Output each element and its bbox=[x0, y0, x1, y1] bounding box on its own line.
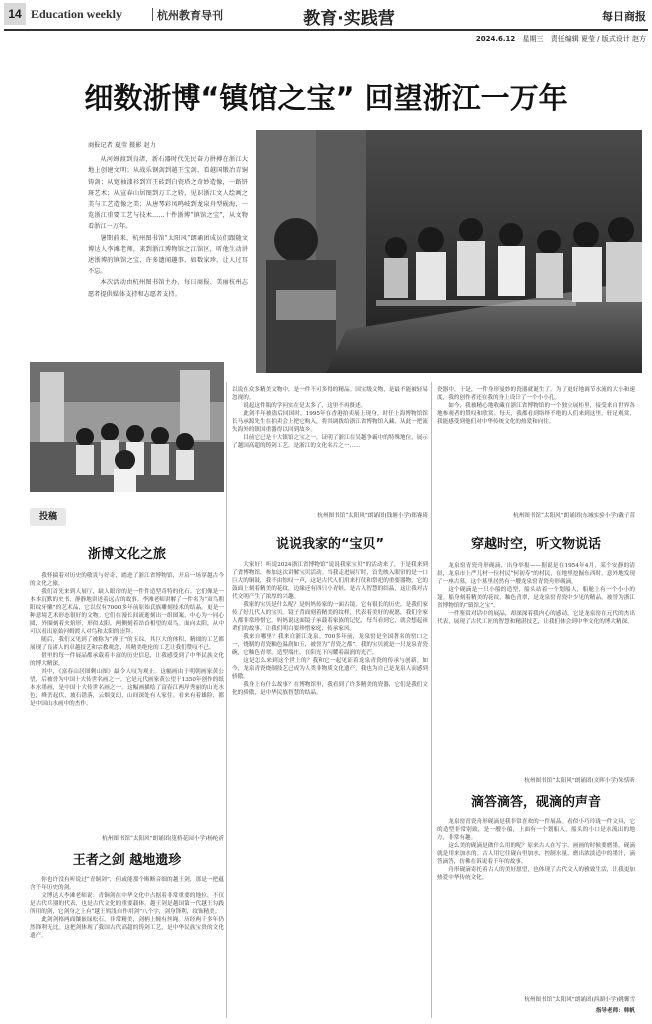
header-rule bbox=[4, 29, 648, 31]
author-signature: 杭州图书馆“太阳风”朗诵团(文晖小学)朱恬昕 bbox=[524, 778, 635, 784]
paragraph: 龙泉窑青瓷舟形砚滴是我非常喜欢的一件展品。看似小巧玲珑一件文具，它的造型非常别致，是一艘小船，上面有一个划船人，船头的小口是水流出的地方，非常有趣。 bbox=[437, 819, 635, 841]
article-title: 滴答滴答，砚滴的声音 bbox=[470, 795, 601, 810]
brand-name: Education weekly bbox=[31, 7, 123, 21]
article-body bbox=[437, 818, 635, 994]
article-title: 穿越时空，听文物说话 bbox=[470, 537, 601, 552]
masthead bbox=[4, 3, 648, 29]
article-body bbox=[232, 386, 428, 508]
paragraph: 你也许没有听说过“青铜剑”，但或能那个断断音细的越王剑，那是一把蕴含千年历史的剑。 bbox=[30, 877, 224, 891]
issue-weekday: 星期三 bbox=[522, 35, 544, 43]
paragraph: 以说在众多精美文物中，是一件不可多得的精品。国宝级文物，是最不能被轻易忽视的。 bbox=[232, 387, 428, 401]
section-title: 教育·实践营 bbox=[303, 9, 395, 29]
paragraph: 一件鉴赏对话中的展品，却深深着我内心的感动，它是龙泉窑在元代的杰出代表，展现了古代工匠的智慧和精湛技艺，让我们体会到中华文化的博大精深。 bbox=[437, 611, 635, 625]
intro-article bbox=[88, 140, 248, 345]
paragraph: 我家的宝贝是什么呢？是妈妈传家的一面古镜，它有很长的历史，是我们家传了好几代人的宝贝。镜子背面刻着精美的纹样，代表着美好的祝愿，我们全家人都非常珍惜它。妈妈说这面镜子承载着家族的记忆，每当看到它，就会想起祖辈们的故事，让我们明白要珍惜家庭、传承家风。 bbox=[232, 602, 428, 632]
paragraph: 这是怎么来到这个世上的？我和它一起见证着龙泉青瓷的传承与创新。如今，龙泉青瓷烧制技艺已成为人类非物质文化遗产，我也为自己是龙泉人而感到骄傲。 bbox=[232, 658, 428, 680]
article-title: 王者之剑 越地遗珍 bbox=[72, 853, 182, 868]
paragraph: 我身上有什么故事？在博物馆里，我看到了许多精美的瓷器，它们是我们文化的骄傲，是中华民族智慧的结晶。 bbox=[232, 682, 428, 696]
article-body bbox=[30, 876, 224, 1018]
paragraph: 借里的每一件展品都承载着丰富的历史信息，让我感受到了中华民族文化的博大精深。 bbox=[30, 653, 224, 667]
advisor-credit: 指导老师：韩帆 bbox=[595, 1008, 635, 1014]
brand-separator bbox=[152, 8, 153, 21]
author-signature: 杭州图书馆“太阳风”朗诵团(钱塘小学)郑睿琦 bbox=[317, 513, 428, 519]
submit-badge bbox=[30, 508, 66, 526]
issue-editor: 责任编辑 夏莹 / 版式设计 赵方 bbox=[550, 35, 646, 43]
paragraph: 其中，《富春山居图剩山图》最令人叹为观止。这幅画由于明朝画家黄公望，后被誉为中国十大传世名画之一。它是元代画家黄公望于1350年创作的纸本水墨画，是中国十大传世名画之一。这幅画描绘了富春江两岸秀丽的山光水色，峰峦起伏，坡石错落，云烟变幻，山间深处有人家住。看来有着雄险，都是中国山水画中的杰作。 bbox=[30, 669, 224, 707]
paragraph: 龙泉窑青瓷舟形砚滴，出身举报——据说是在1954年4月，某个安静的清晨，龙泉市上严儿村一位村民“何初寿”的村民，在地里挖掘东西时，意外地发现了一座古墓，这个墓里居然有一艘龙泉窑青瓷舟形砚滴。 bbox=[437, 563, 635, 585]
paragraph: 此剑剑格两面镶嵌绿松石，非常精美，剑柄上缠有丝绳。历经两千多年仍然锋利无比。这把剑体现了我国古代高超的铸剑工艺，是中华民族宝贵的文化遗产。 bbox=[30, 917, 224, 939]
paragraph: 此剑半年被盗后回国时，1995年在香港拍卖展上现身。时任上海博物馆馆长马承源先生在拍卖会上把它购入，将其调拨给浙江省博物馆入藏，从此一把流失海外的镇国重器得以回到故乡。 bbox=[232, 411, 428, 433]
main-headline: 细数浙博“镇馆之宝” 回望浙江一万年 bbox=[84, 81, 568, 115]
issue-line bbox=[476, 34, 646, 44]
paragraph: 目前它已是十大镇馆之宝之一，证明了浙江在吴越争霸中的特殊地位，展示了越国高超的铸剑工艺，是浙江的文化名片之一…… bbox=[232, 435, 428, 449]
column-divider bbox=[431, 382, 432, 1018]
author-signature: 杭州图书馆“太阳风”朗诵团(笕桥花园小学)杨纶祈 bbox=[102, 836, 224, 842]
paragraph: 大家好！听说2024浙江省博物馆“说说我家宝贝”的活动来了，于是我来到了省博物馆，参加这次讲解宝贝活动。当我走进展厅时，首先映入眼帘的是一口巨大的铜鼓，我不由惊叹一声，这是古代人们用来打仗和祭祀的重要器物，它的鼓面上刻着精美的花纹，边缘还有四只小青蛙，是古人智慧的结晶，这让我对古代文明产生了浓厚的兴趣。 bbox=[232, 562, 428, 600]
paper-name: 每日商报 bbox=[602, 10, 646, 23]
submit-badge-label: 投稿 bbox=[38, 512, 57, 522]
brand-cn: 杭州教育导刊 bbox=[157, 9, 223, 22]
page-number: 14 bbox=[4, 3, 26, 25]
paragraph: 随后，我们又见到了被称为“禅王”的玉琮，其巨大的体积、精细的工艺都展现了良渚人的卓越技艺和宗教观念，其精美绝伦的工艺让我们赞叹不已。 bbox=[30, 637, 224, 651]
intro-paragraph: 暑期前来，杭州图书馆“太阳风”朗诵团成员们跟随文博达人李滩老师，来到浙江博物馆之江馆区，听他生动讲述浙博的镇馆之宝，许多遗闻趣事，如数家珍，让人过耳不忘。 bbox=[88, 234, 248, 276]
article-title: 浙博文化之旅 bbox=[87, 547, 166, 562]
column-divider bbox=[226, 382, 227, 1018]
paragraph: 这个砚滴是一只小船的造型，船头站着一个划船人，船舱上有一个小小的篷。船身刻着精美的花纹，釉色青翠，是龙泉窑青瓷中少见的精品，被誉为浙江省博物馆的“镇馆之宝”。 bbox=[437, 587, 635, 609]
author-signature: 杭州图书馆“太阳风”朗诵团(东城实验小学)戴子萱 bbox=[513, 513, 635, 519]
byline: 商报记者 夏莹 摄影 赵力 bbox=[88, 142, 156, 149]
paragraph: 瓷器中，于是，一件身形曼妙的瓷器就诞生了。为了更好地调节水流的大小和速度，我的创作者还在我的身上设计了一个小小孔。 bbox=[437, 387, 635, 401]
paragraph: 我怀揣着对历史的敬畏与好奇，踏进了浙江省博物馆，开启一场穿越古今的文化之旅。 bbox=[30, 573, 224, 587]
paragraph: 舟形砚滴寄托着古人的美好愿望，也体现了古代文人的雅致生活，让我更加热爱中华传统文化。 bbox=[437, 867, 635, 881]
paragraph: 文博达人李滩老师说：青铜剑在中华文化中占据着非常重要的地位，不仅是古代兵器的代表，也是古代文化的重要载体。越王剑是越国第一代越王勾践所用的剑，它剑身之上有“越王鸠浅自作用剑”八个字，剑身锋利，纹饰精美。 bbox=[30, 893, 224, 915]
paragraph: 这么美的砚滴是做什么用的呢？原来古人在写字、画画的时候要磨墨，砚滴就是用来加水的。古人用它往砚台里加水，控制水量，磨出浓淡适中的墨汁，滴答滴答，仿佛在诉说着千年的故事。 bbox=[437, 843, 635, 865]
issue-date: 2024.6.12 bbox=[475, 35, 516, 43]
article-title: 说说我家的“宝贝” bbox=[275, 537, 385, 552]
lecture-photo bbox=[30, 362, 224, 492]
intro-paragraph: 本次活动由杭州图书馆主办，每日商报、美丽杭州志愿者提供媒体支持和志愿者支持。 bbox=[88, 279, 248, 298]
intro-paragraph: 从河姆渡到良渚，新石器时代先民奋力拼搏在浙江大地上创建文明；从战乐钢剑到越王宝剑，看越国锻冶青铜铸剑；从宽袖漆衫到宫王砖到白瓷塔之奇妙造像，一路饼斑艺术；从宣春山居图到万工之轿，见识浙江文人绘画之美与工艺造像之美；从唐琴彩凤鸣岐到龙泉舟型砚海，一览浙江重要工艺与技术……十件浙博“镇馆之宝”，从文物看浙江一万年。 bbox=[88, 156, 248, 231]
museum-visit-photo bbox=[256, 130, 642, 373]
article-body bbox=[437, 386, 635, 508]
paragraph: 说起这件瓶的学问实在是太多了，这里不再赘述。 bbox=[243, 403, 367, 409]
article-body bbox=[437, 562, 635, 776]
author-signature: 杭州图书馆“太阳风”朗诵团(西湖小学)姚馨雪 bbox=[524, 997, 635, 1003]
article-body bbox=[30, 572, 224, 834]
paragraph: 我们首先来到人展厅，缺人眼帘的是一件件造型奇特的化石。它们像是一本本沉默的史书，静静地讲述着远古的故事。李滩老师讲解了一件名为“双鸟朝阳纹牙雕”的艺术品，它以仅有7000多年前原始氏族雕刻技术的结晶。更是一种意境艺术形态很好的文物。它们在漫长间流逝刻出一组图案，中心为一同心圆，外圈刻着火焰形，形似太阳。两侧刻着昂首相望的双鸟。面向太阳，从中可以看出原始河姆渡人对鸟和太阳的崇拜。 bbox=[30, 589, 224, 635]
paragraph: 我来自哪里？我来自浙江龙泉。700多年前，龙泉窑是全国著名的窑口之一，烧制的青瓷釉色温润如玉，被誉为“青瓷之都”。我的宝贝就是一只龙泉青瓷碗，它釉色青翠，造型端庄，在阳光下闪耀着温润的光芒。 bbox=[232, 634, 428, 656]
paragraph: 如今，我被精心地收藏在浙江省博物馆的一个独立展柜里，接受来自世界各地参观者的赞叹和欣赏。每天，我都看到络绎不绝的人们来到这里，驻足观赏，我能感受到他们对中华传统文化的热爱和向往。 bbox=[437, 403, 635, 425]
article-body bbox=[232, 561, 428, 1018]
